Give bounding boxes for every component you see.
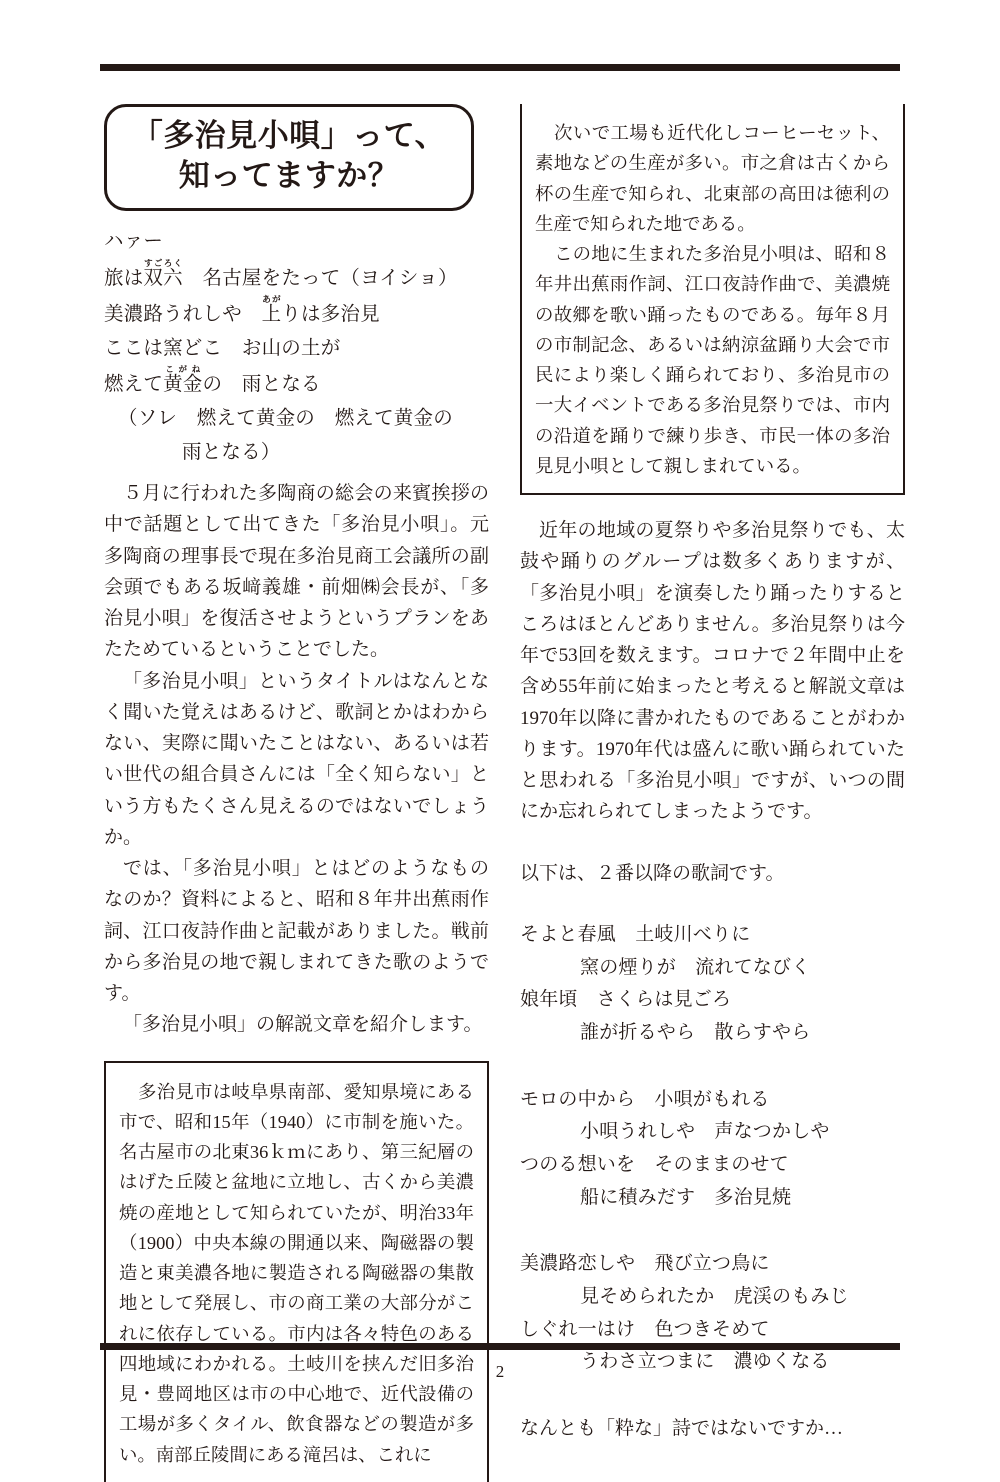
paragraph-5: 近年の地域の夏祭りや多治見祭りでも、太鼓や踊りのグループは数多くありますが、「多治見小唄」を演奏したり踊ったりするところはほとんどありません。多治見祭りは今年で53回を数えます。コロナで２年間中止を含め55年前に始まったと考えると解説文章は1970年以降に書かれたものであることがわかります。1970年代は盛んに歌い踊られていたと思われる「多治見小唄」ですが、いつの間にか忘れられてしまったようです。 (520, 520, 905, 823)
ruby-aga (261, 295, 282, 326)
intro-verse-line-5 (104, 365, 489, 402)
intro-verse-line-3-part-b: りは多治見 (281, 304, 380, 326)
ruby-base-kogane: 黄金 (163, 374, 203, 396)
verse-2-line-1: そよと春風 土岐川べりに (520, 923, 751, 945)
verse-2-line-4: 誰が折るやら 散らすやら (580, 1021, 811, 1043)
paragraph-3: では、「多治見小唄」とはどのようなものなのか？資料によると、昭和８年井出蕉雨作詞、江口夜詩作曲と記載がありました。戦前から多治見の地で親しまれてきた歌のようです。 (104, 858, 489, 1005)
verse-3-line-4: 船に積みだす 多治見焼 (580, 1186, 792, 1208)
verse-2 (520, 919, 905, 1050)
intro-verse-line-4: ここは窯どこ お山の土が (104, 337, 341, 359)
ruby-sugoroku (143, 258, 183, 289)
header-rule (100, 64, 900, 71)
ruby-text-aga: あが (261, 295, 282, 306)
article-title-line-1: 「多治見小唄」って、 (131, 118, 447, 154)
ruby-text-sugoroku: すごろく (143, 258, 183, 269)
spacer-before-closing (520, 1379, 905, 1413)
paragraph-2: 「多治見小唄」というタイトルはなんとなく聞いた覚えはあるけど、歌詞とかはわからない、実際に聞いたことはない、あるいは若い世代の組合員さんには「全く知らない」という方もたくさん見えるのではないでしょうか。 (104, 670, 489, 848)
verse-2-line-2: 窯の煙りが 流れてなびく (580, 956, 811, 978)
verse-3-line-1: モロの中から 小唄がもれる (520, 1088, 770, 1110)
intro-verse-line-2-part-a: 旅は (104, 267, 144, 289)
left-column (104, 104, 489, 1482)
ruby-text-kogane: こがね (163, 365, 203, 376)
spacer-before-verse-4 (520, 1214, 905, 1248)
ruby-base-sugoroku: 双六 (143, 267, 183, 289)
intro-verse-line-7: 雨となる） (182, 441, 281, 463)
verse-4-line-4: うわさ立つまに 濃ゆくなる (580, 1351, 830, 1373)
spacer-before-lead-line (520, 828, 905, 858)
quote-box-part-2-paragraph-b: この地に生まれた多治見小唄は、昭和８年井出蕉雨作詞、江口夜詩作曲で、美濃焼の故郷を歌い踊ったものである。毎年８月の市制記念、あるいは納涼盆踊り大会で市民により楽しく踊られており、多治見市の一大イベントである多治見祭りでは、市内の沿道を踊りで練り歩き、市民一体の多治見見小唄として親しまれている。 (535, 244, 890, 476)
verse-4-line-3: しぐれ一はけ 色つきそめて (520, 1318, 770, 1340)
intro-verse-line-1: ハァー (104, 231, 164, 253)
intro-verse-line-6: （ソレ 燃えて黄金の 燃えて黄金の (118, 408, 453, 429)
article-title-banner (104, 104, 474, 211)
spacer-before-framed-box (104, 1041, 489, 1061)
quote-box-part-2-paragraph-a: 次いで工場も近代化しコーヒーセット、素地などの生産が多い。市之倉は古くから杯の生産で知られ、北東部の高田は徳利の生産で知られた地である。 (535, 123, 890, 234)
intro-verse-line-2 (104, 259, 489, 296)
intro-verse-line-3 (104, 295, 489, 332)
spacer-after-framed-box (520, 495, 905, 515)
intro-verse-line-3-part-a: 美濃路うれしや (104, 304, 262, 326)
quote-box-part-2 (520, 104, 905, 495)
verse-4-line-2: 見そめられたか 虎渓のもみじ (580, 1285, 849, 1307)
ruby-base-aga: 上 (261, 304, 282, 326)
right-column (520, 104, 905, 1444)
paragraph-1: ５月に行われた多陶商の総会の来賓挨拶の中で話題として出てきた「多治見小唄」。元多陶商の理事長で現在多治見商工会議所の副会頭でもある坂﨑義雄・前畑㈱会長が、「多治見小唄」を復活させようというプランをあたためているということでした。 (104, 483, 489, 661)
article-title-line-2: 知ってますか？ (178, 157, 400, 194)
lyrics-lead-line: 以下は、２番以降の歌詞です。 (520, 862, 785, 884)
page-number: 2 (495, 1362, 505, 1381)
verse-4 (520, 1248, 905, 1379)
verse-3-line-2: 小唄うれしや 声なつかしや (580, 1121, 830, 1143)
intro-verse-line-5-part-b: の 雨となる (202, 374, 321, 396)
spacer-before-verse-3 (520, 1050, 905, 1084)
quote-box-part-1 (104, 1061, 489, 1482)
intro-verse-line-5-part-a: 燃えて (104, 374, 164, 396)
spacer-before-verse-2 (520, 889, 905, 919)
paragraph-4: 「多治見小唄」の解説文章を紹介します。 (123, 1014, 483, 1036)
verse-3-line-3: つのる想いを そのままのせて (520, 1153, 789, 1175)
verse-3 (520, 1084, 905, 1215)
closing-line: なんとも「粋な」詩ではないですか… (520, 1418, 844, 1439)
intro-verse-line-2-part-b: 名古屋をたって（ヨイショ） (182, 267, 458, 289)
left-body-text (104, 478, 489, 1041)
ruby-kogane (163, 365, 203, 396)
intro-verse (104, 225, 489, 469)
quote-box-part-1-text: 多治見市は岐阜県南部、愛知県境にある市で、昭和15年（1940）に市制を施いた。名古屋市の北東36ｋｍにあり、第三紀層のはげた丘陵と盆地に立地し、古くから美濃焼の産地として知られていたが、明治33年（1900）中央本線の開通以来、陶磁器の製造と東美濃各地に製造される陶磁器の集散地として発展し、市の商工業の大部分がこれに依存している。市内は各々特色のある四地域にわかれる。土岐川を挟んだ旧多治見・豊岡地区は市の中心地で、近代設備の工場が多くタイル、飲食器などの製造が多い。南部丘陵間にある滝呂は、これに (119, 1081, 474, 1465)
verse-4-line-1: 美濃路恋しや 飛び立つ鳥に (520, 1253, 770, 1275)
verse-2-line-3: 娘年頃 さくらは見ごろ (520, 989, 732, 1011)
